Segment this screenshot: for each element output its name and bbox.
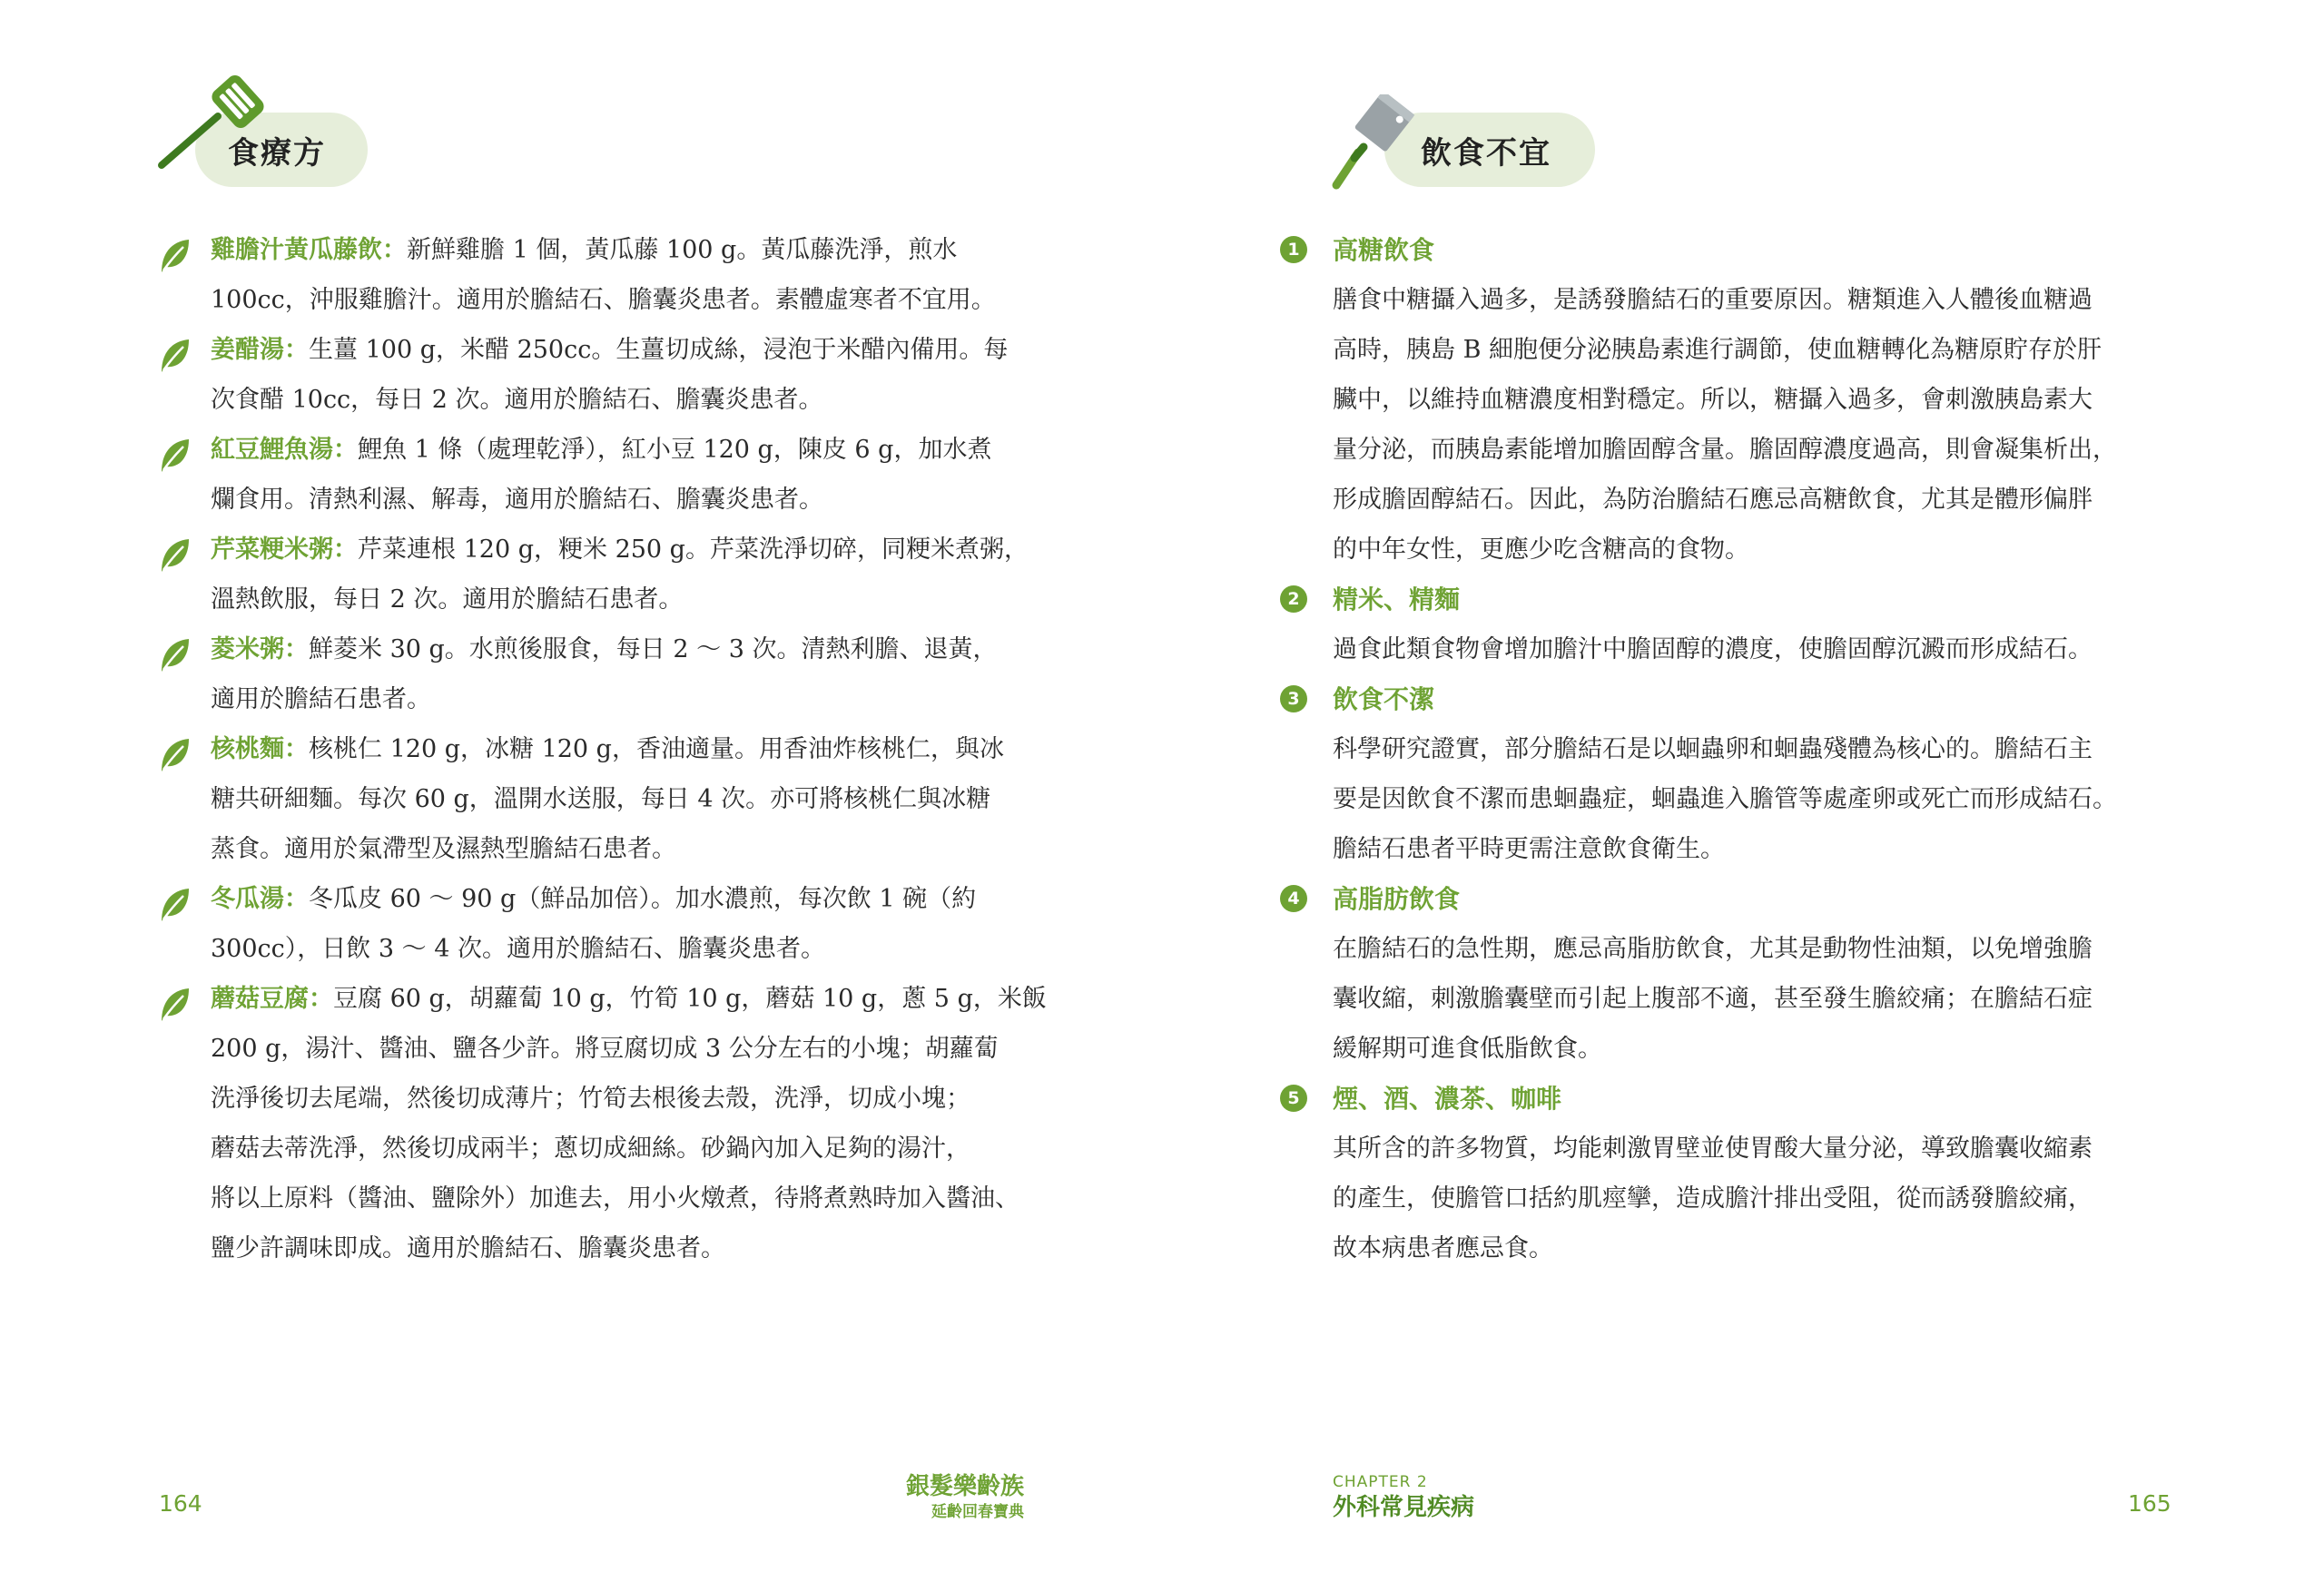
recipe-text: 生薑 100 g，米醋 250cc。生薑切成絲，浸泡于米醋內備用。每 [309,336,1009,364]
chapter-title: 外科常見疾病 [1333,1494,1475,1521]
book-title-footer [906,1472,1024,1523]
diet-warning-item [1287,874,2204,1074]
leaf-icon [158,887,191,923]
leaf-icon [158,737,191,773]
number-badge: 4 [1280,885,1307,912]
item-title: 精米、精麵 [1333,585,1461,614]
item-text: 量分泌，而胰島素能增加膽固醇含量。膽固醇濃度過高，則會凝集析出， [1333,436,2117,464]
recipe-name: 姜醋湯： [211,336,309,364]
number-badge: 3 [1280,685,1307,712]
recipe-entry [211,874,1028,974]
recipe-text: 核桃仁 120 g，冰糖 120 g，香油適量。用香油炸核桃仁，與冰 [309,735,1004,763]
spatula-icon [154,74,272,174]
recipe-text: 蒸食。適用於氣滯型及濕熱型膽結石患者。 [211,835,676,863]
recipe-text: 鯉魚 1 條（處理乾淨），紅小豆 120 g，陳皮 6 g，加水煮 [358,436,992,464]
diet-warning-item [1287,575,2204,674]
recipe-entry [211,525,1028,624]
recipe-text: 爛食用。清熱利濕、解毒，適用於膽結石、膽囊炎患者。 [211,486,823,514]
recipe-text: 芹菜連根 120 g，粳米 250 g。芹菜洗淨切碎，同粳米煮粥， [358,535,1029,564]
item-text: 的中年女性，更應少吃含糖高的食物。 [1333,535,1749,564]
number-badge: 1 [1280,236,1307,263]
recipe-entry [211,724,1028,874]
recipe-text: 鹽少許調味即成。適用於膽結石、膽囊炎患者。 [211,1234,725,1263]
leaf-icon [158,437,191,474]
recipe-entry [211,425,1028,525]
recipe-name: 蘑菇豆腐： [211,985,333,1013]
recipe-name: 芹菜粳米粥： [211,535,358,564]
recipe-name: 菱米粥： [211,635,309,663]
leaf-icon [158,238,191,274]
item-text: 臟中，以維持血糖濃度相對穩定。所以，糖攝入過多，會刺激胰島素大 [1333,386,2093,414]
item-text: 形成膽固醇結石。因此，為防治膽結石應忌高糖飲食，尤其是體形偏胖 [1333,486,2093,514]
section-title: 飲食不宜 [1421,134,1551,172]
item-title: 飲食不潔 [1333,684,1435,714]
recipe-text: 新鮮雞膽 1 個，黃瓜藤 100 g。黃瓜藤洗淨，煎水 [407,236,958,264]
item-text: 故本病患者應忌食。 [1333,1234,1553,1263]
leaf-icon [158,338,191,374]
item-text: 要是因飲食不潔而患蛔蟲症，蛔蟲進入膽管等處產卵或死亡而形成結石。 [1333,785,2117,813]
cleaver-icon [1327,94,1418,194]
recipe-text: 將以上原料（醬油、鹽除外）加進去，用小火燉煮，待將煮熟時加入醬油、 [211,1184,1019,1213]
item-text: 過食此類食物會增加膽汁中膽固醇的濃度，使膽固醇沉澱而形成結石。 [1333,635,2093,663]
leaf-icon [158,537,191,574]
diet-warning-item [1287,674,2204,874]
recipe-text: 適用於膽結石患者。 [211,685,431,713]
leaf-icon [158,637,191,673]
item-text: 膳食中糖攝入過多，是誘發膽結石的重要原因。糖類進入人體後血糖過 [1333,286,2093,314]
number-badge: 2 [1280,585,1307,613]
diet-warning-item [1287,1074,2204,1273]
recipe-text: 300cc），日飲 3 ～ 4 次。適用於膽結石、膽囊炎患者。 [211,935,825,963]
recipe-name: 核桃麵： [211,735,309,763]
item-title: 高脂肪飲食 [1333,884,1461,914]
section-title: 食療方 [228,134,326,172]
recipe-text: 豆腐 60 g，胡蘿蔔 10 g，竹筍 10 g，蘑菇 10 g，蔥 5 g，米飯 [333,985,1047,1013]
item-text: 其所含的許多物質，均能刺激胃壁並使胃酸大量分泌，導致膽囊收縮素 [1333,1135,2093,1163]
recipe-entry [211,974,1047,1273]
item-text: 在膽結石的急性期，應忌高脂肪飲食，尤其是動物性油類，以免增強膽 [1333,935,2093,963]
recipe-entry [211,624,1028,724]
recipe-text: 100cc，沖服雞膽汁。適用於膽結石、膽囊炎患者。素體虛寒者不宜用。 [211,286,996,314]
item-title: 高糖飲食 [1333,235,1435,265]
item-text: 科學研究證實，部分膽結石是以蛔蟲卵和蛔蟲殘體為核心的。膽結石主 [1333,735,2093,763]
recipe-entry [211,225,1028,325]
item-title: 煙、酒、濃茶、咖啡 [1333,1084,1562,1114]
item-text: 高時，胰島 B 細胞便分泌胰島素進行調節，使血糖轉化為糖原貯存於肝 [1333,336,2102,364]
recipe-text: 冬瓜皮 60 ～ 90 g（鮮品加倍）。加水濃煎，每次飲 1 碗（約 [309,885,977,913]
book-title: 銀髮樂齡族 [905,1473,1024,1500]
page-number: 164 [159,1490,202,1517]
recipe-text: 溫熱飲服，每日 2 次。適用於膽結石患者。 [211,585,684,614]
chapter-footer [1333,1472,1474,1523]
recipe-text: 200 g，湯汁、醬油、鹽各少許。將豆腐切成 3 公分左右的小塊；胡蘿蔔 [211,1035,999,1063]
chapter-label: CHAPTER 2 [1333,1473,1428,1491]
item-text: 的產生，使膽管口括約肌痙攣，造成膽汁排出受阻，從而誘發膽絞痛， [1333,1184,2093,1213]
recipe-text: 洗淨後切去尾端，然後切成薄片；竹筍去根後去殼，洗淨，切成小塊； [211,1085,970,1113]
recipe-text: 次食醋 10cc，每日 2 次。適用於膽結石、膽囊炎患者。 [211,386,823,414]
recipe-text: 蘑菇去蒂洗淨，然後切成兩半；蔥切成細絲。砂鍋內加入足夠的湯汁， [211,1135,970,1163]
leaf-icon [158,987,191,1023]
recipe-text: 糖共研細麵。每次 60 g，溫開水送服，每日 4 次。亦可將核桃仁與冰糖 [211,785,991,813]
page-number: 165 [2128,1490,2171,1517]
recipe-name: 紅豆鯉魚湯： [211,436,358,464]
diet-warning-item [1287,225,2204,575]
recipe-text: 鮮菱米 30 g。水煎後服食，每日 2 ～ 3 次。清熱利膽、退黃， [309,635,998,663]
item-text: 緩解期可進食低脂飲食。 [1333,1035,1602,1063]
recipe-entry [211,325,1028,425]
recipe-name: 雞膽汁黃瓜藤飲： [211,236,407,264]
book-subtitle: 延齡回春寶典 [931,1503,1024,1521]
item-text: 膽結石患者平時更需注意飲食衛生。 [1333,835,1725,863]
recipe-name: 冬瓜湯： [211,885,309,913]
item-text: 囊收縮，刺激膽囊壁而引起上腹部不適，甚至發生膽絞痛；在膽結石症 [1333,985,2093,1013]
right-page [1162,0,2324,1572]
number-badge: 5 [1280,1085,1307,1112]
